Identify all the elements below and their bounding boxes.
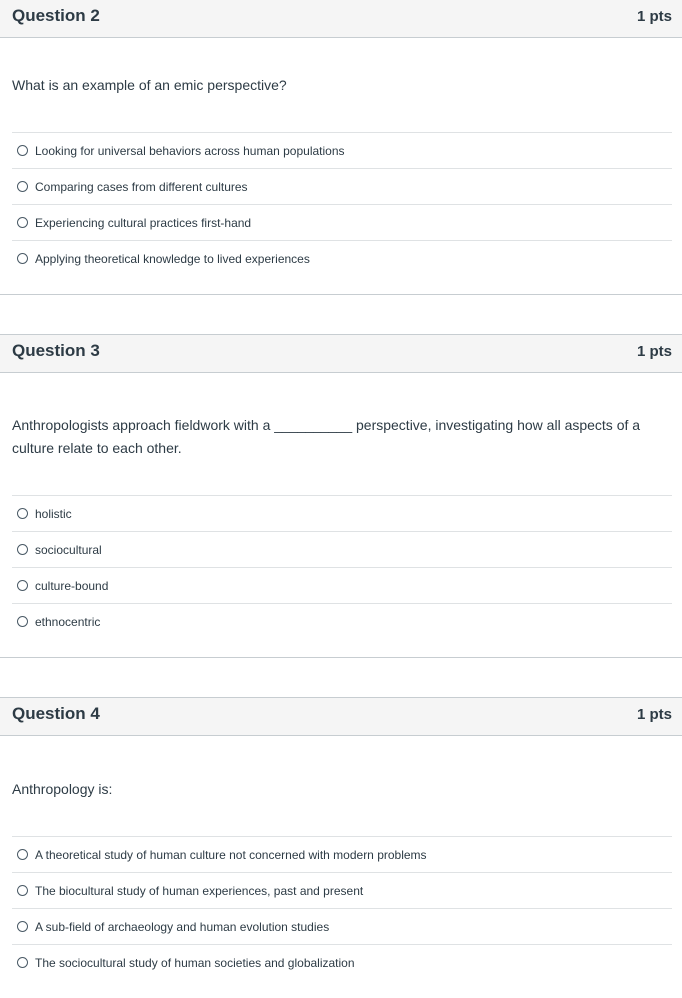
answer-label: Comparing cases from different cultures: [35, 179, 248, 194]
answer-label: A sub-field of archaeology and human evolution studies: [35, 919, 330, 934]
question-text: Anthropologists approach fieldwork with a __________ perspective, investigating how all aspects of a culture relate to each other.: [12, 417, 641, 456]
radio-button[interactable]: [17, 616, 28, 627]
answer-option[interactable]: [12, 204, 672, 240]
radio-button[interactable]: [17, 957, 28, 968]
question-text: Anthropology is:: [12, 781, 113, 797]
radio-button[interactable]: [17, 217, 28, 228]
question-header: [0, 0, 682, 38]
question-header: [0, 697, 682, 736]
radio-button[interactable]: [17, 508, 28, 519]
answer-option[interactable]: [12, 567, 672, 603]
radio-button[interactable]: [17, 253, 28, 264]
question-2: [0, 0, 682, 295]
answer-label: Applying theoretical knowledge to lived experiences: [35, 251, 310, 266]
answer-label: A theoretical study of human culture not concerned with modern problems: [35, 847, 427, 862]
answer-label: The sociocultural study of human societies and globalization: [35, 955, 355, 970]
answer-option[interactable]: [12, 531, 672, 567]
question-points: 1 pts: [636, 706, 672, 723]
question-text: What is an example of an emic perspective?: [12, 77, 287, 93]
question-4: [0, 697, 682, 998]
question-title: Question 4: [12, 704, 100, 723]
answer-label: holistic: [35, 506, 72, 521]
radio-button[interactable]: [17, 580, 28, 591]
question-points: 1 pts: [636, 8, 672, 25]
question-points: 1 pts: [636, 343, 672, 360]
answer-option[interactable]: [12, 168, 672, 204]
question-header: [0, 334, 682, 373]
answer-option[interactable]: [12, 836, 672, 872]
answer-label: ethnocentric: [35, 614, 101, 629]
answer-option[interactable]: [12, 872, 672, 908]
radio-button[interactable]: [17, 885, 28, 896]
radio-button[interactable]: [17, 145, 28, 156]
answer-option[interactable]: [12, 944, 672, 980]
radio-button[interactable]: [17, 181, 28, 192]
answer-option[interactable]: [12, 240, 672, 276]
answer-option[interactable]: [12, 132, 672, 168]
radio-button[interactable]: [17, 544, 28, 555]
radio-button[interactable]: [17, 849, 28, 860]
question-title: Question 3: [12, 341, 100, 360]
answer-list: [12, 495, 672, 639]
answer-option[interactable]: [12, 495, 672, 531]
question-3: [0, 334, 682, 658]
radio-button[interactable]: [17, 921, 28, 932]
answer-option[interactable]: [12, 603, 672, 639]
answer-list: [12, 132, 672, 276]
answer-list: [12, 836, 672, 980]
answer-label: culture-bound: [35, 578, 109, 593]
answer-label: The biocultural study of human experiences, past and present: [35, 883, 364, 898]
answer-label: Looking for universal behaviors across human populations: [35, 143, 345, 158]
question-title: Question 2: [12, 6, 100, 25]
answer-label: Experiencing cultural practices first-hand: [35, 215, 252, 230]
answer-option[interactable]: [12, 908, 672, 944]
answer-label: sociocultural: [35, 542, 102, 557]
